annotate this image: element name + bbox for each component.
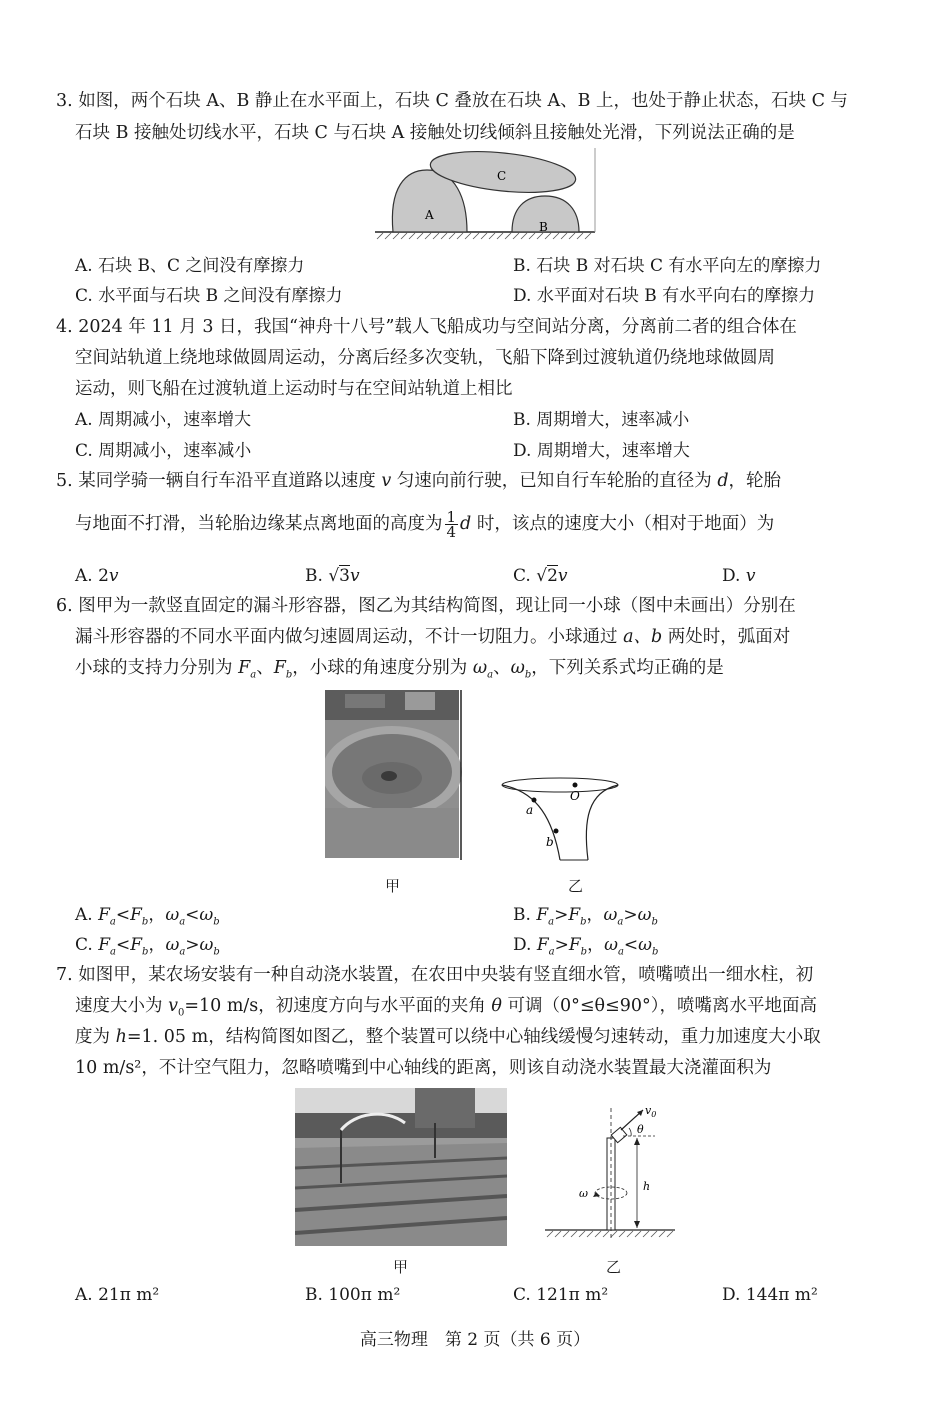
label-a: a [526, 803, 534, 817]
q6-line-3: 小球的支持力分别为 $F_a$、$F_b$，小球的角速度分别为 $\omega_a$、$\omega_b$，下列关系式均正确的是 [75, 658, 724, 681]
ground-hatch [377, 233, 591, 239]
q7-sprinkler-diagram [545, 1100, 680, 1242]
q4-option-c[interactable]: C. 周期减小，速率减小 [75, 441, 252, 461]
q3-option-c[interactable]: C. 水平面与石块 B 之间没有摩擦力 [75, 286, 343, 306]
label-a: A [425, 208, 434, 222]
q4-line-1: 4. 2024 年 11 月 3 日，我国“神舟十八号”载人飞船成功与空间站分离，分离前二者的组合体在 [56, 317, 797, 337]
label-theta: θ [637, 1123, 644, 1136]
q3-line-1: 3. 如图，两个石块 A、B 静止在水平面上，石块 C 叠放在石块 A、B 上，也处于静止状态，石块 C 与 [56, 91, 849, 111]
q6-caption-yi: 乙 [568, 877, 584, 895]
q6-line-1: 6. 图甲为一款竖直固定的漏斗形容器，图乙为其结构简图，现让同一小球（图中未画出）分别在 [56, 596, 796, 616]
label-c: C [497, 169, 507, 183]
q4-option-b[interactable]: B. 周期增大，速率减小 [513, 410, 690, 430]
q5-option-b[interactable]: B. √3v [305, 566, 360, 586]
q5-option-c[interactable]: C. √2v [513, 566, 568, 586]
q3-option-d[interactable]: D. 水平面对石块 B 有水平向右的摩擦力 [513, 286, 816, 306]
q7-option-c[interactable]: C. 121π m² [513, 1285, 609, 1305]
q7-line-4: 10 m/s²，不计空气阻力，忽略喷嘴到中心轴线的距离，则该自动浇水装置最大浇灌面积为 [75, 1058, 772, 1078]
q6-funnel-diagram [498, 770, 623, 865]
q3-stone-figure [375, 148, 600, 243]
q7-option-d[interactable]: D. 144π m² [722, 1285, 818, 1305]
q5-line-2: 与地面不打滑，当轮胎边缘某点离地面的高度为 $\frac{1}{4}$ d 时，该点的速度大小（相对于地面）为 [75, 508, 775, 541]
label-b: B [539, 220, 548, 234]
q4-line-2: 空间站轨道上绕地球做圆周运动，分离后经多次变轨，飞船下降到过渡轨道仍绕地球做圆周 [75, 348, 775, 368]
q7-option-b[interactable]: B. 100π m² [305, 1285, 401, 1305]
sqrt-icon: √ [536, 566, 548, 586]
q5-option-a[interactable]: A. 2v [75, 566, 119, 586]
q4-line-3: 运动，则飞船在过渡轨道上运动时与在空间站轨道上相比 [75, 379, 513, 399]
label-o: O [570, 789, 580, 803]
q5-option-d[interactable]: D. v [722, 566, 756, 586]
q6-caption-jia: 甲 [385, 877, 401, 895]
sqrt-icon: √ [328, 566, 340, 586]
q6-option-d[interactable]: D. $F_a>F_b$，$\omega_a<\omega_b$ [513, 935, 659, 958]
q3-line-2: 石块 B 接触处切线水平，石块 C 与石块 A 接触处切线倾斜且接触处光滑，下列说法正确的是 [75, 123, 795, 143]
label-b: b [546, 835, 554, 849]
label-v0: $v_0$ [645, 1104, 657, 1119]
q4-option-a[interactable]: A. 周期减小，速率增大 [75, 410, 252, 430]
q6-option-b[interactable]: B. $F_a>F_b$，$\omega_a>\omega_b$ [513, 905, 658, 928]
q6-option-c[interactable]: C. $F_a<F_b$，$\omega_a>\omega_b$ [75, 935, 220, 958]
q7-line-1: 7. 如图甲，某农场安装有一种自动浇水装置，在农田中央装有竖直细水管，喷嘴喷出一细水柱，初 [56, 965, 814, 985]
q6-line-2: 漏斗形容器的不同水平面内做匀速圆周运动，不计一切阻力。小球通过 a、b 两处时，弧面对 [75, 627, 791, 647]
q7-caption-yi: 乙 [606, 1258, 622, 1276]
q6-option-a[interactable]: A. $F_a<F_b$，$\omega_a<\omega_b$ [75, 905, 220, 928]
q5-line-1: 5. 某同学骑一辆自行车沿平直道路以速度 v 匀速向前行驶，已知自行车轮胎的直径为 d，轮胎 [56, 471, 782, 491]
q7-line-2: 速度大小为 $v_0=10$ m/s，初速度方向与水平面的夹角 θ 可调（0°≤θ≤90°），喷嘴离水平地面高 [75, 996, 817, 1019]
q3-option-a[interactable]: A. 石块 B、C 之间没有摩擦力 [75, 256, 305, 276]
q7-photo-sprinkler [295, 1088, 507, 1246]
page-footer: 高三物理 第 2 页（共 6 页） [359, 1330, 591, 1350]
q6-photo-funnel [325, 690, 463, 860]
q4-option-d[interactable]: D. 周期增大，速率增大 [513, 441, 690, 461]
q7-caption-jia: 甲 [393, 1258, 409, 1276]
label-omega: ω [579, 1187, 588, 1200]
q7-line-3: 度为 h=1. 05 m，结构简图如图乙，整个装置可以绕中心轴线缓慢匀速转动，重力加速度大小取 [75, 1027, 821, 1047]
q7-option-a[interactable]: A. 21π m² [75, 1285, 160, 1305]
one-quarter-fraction: $\frac{1}{4}$ [446, 508, 457, 541]
q3-option-b[interactable]: B. 石块 B 对石块 C 有水平向左的摩擦力 [513, 256, 822, 276]
label-h: h [643, 1180, 651, 1193]
